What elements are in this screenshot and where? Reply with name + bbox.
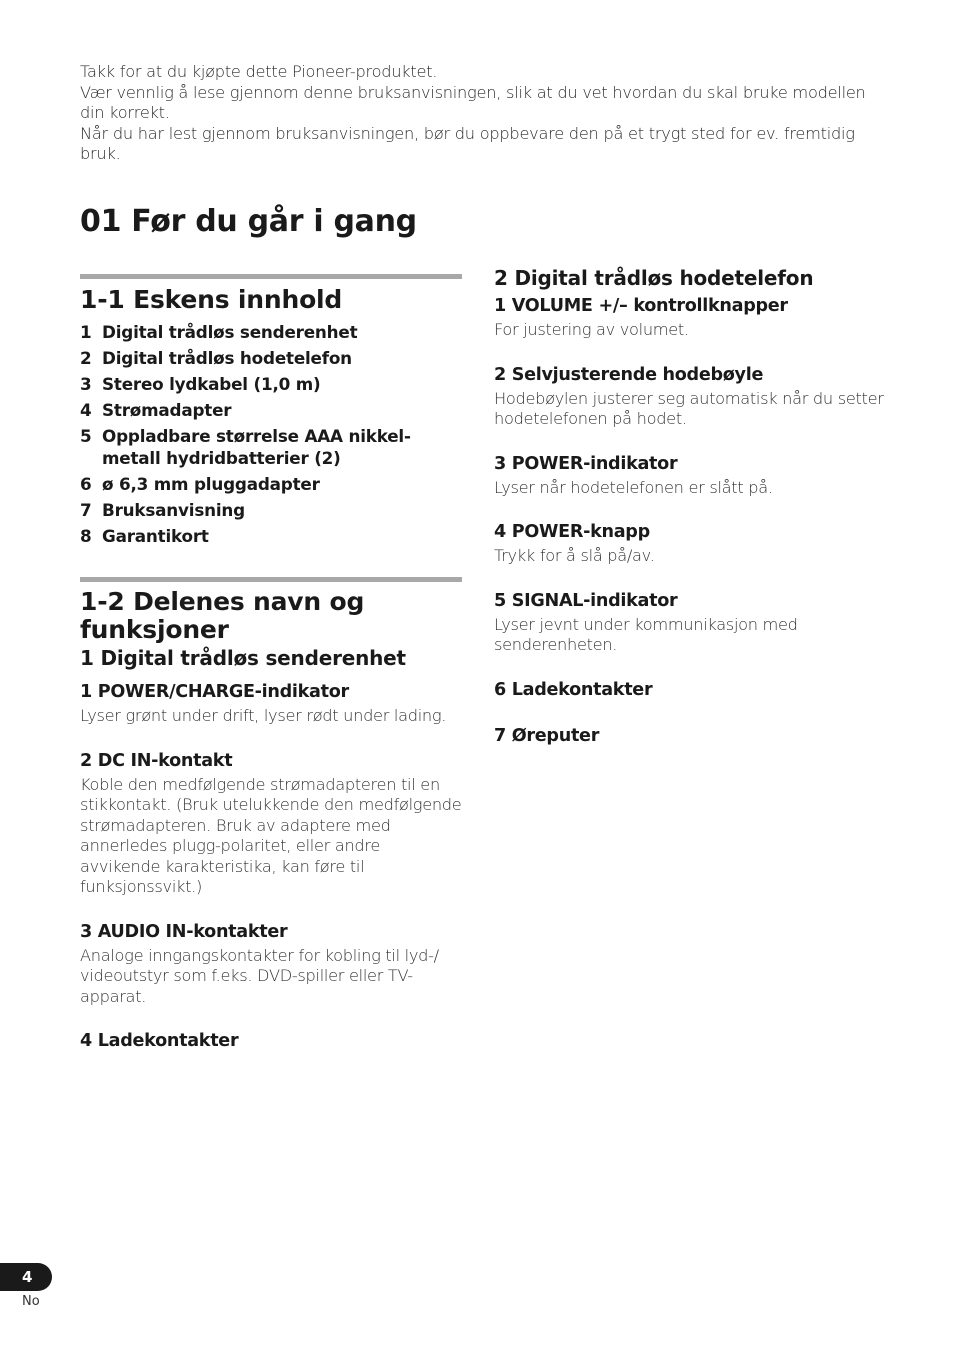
left-column [80, 274, 464, 1053]
part-entry: 1 VOLUME +/– kontrollknapper For justering av volumet. [494, 296, 788, 339]
part-entry: 4 POWER-knapp Trykk for å slå på/av. [494, 522, 655, 565]
part-entry: 5 SIGNAL-indikator Lyser jevnt under kommunikasjon med senderenheten. [494, 590, 798, 654]
list-item: 1 Digital trådløs senderenhet [80, 322, 358, 342]
part-entry: 4 Ladekontakter [80, 1031, 239, 1051]
intro-text [80, 62, 880, 165]
part-entry: 7 Øreputer [494, 725, 600, 746]
language-code: No [22, 1294, 40, 1309]
part-entry: 3 AUDIO IN-kontakter Analoge inngangskontakter for kobling til lyd-/ videoutstyr som f.eks. DVD-spiller eller TV-apparat. [80, 921, 439, 1006]
page-number: 4 [0, 1263, 52, 1291]
section-title-contents: 1-1 Eskens innhold [80, 285, 343, 314]
intro-line: Når du har lest gjennom bruksanvisningen, bør du oppbevare den på et trygt sted for ev. fremtidig bruk. [80, 123, 855, 163]
part-entry: 1 POWER/CHARGE-indikator Lyser grønt under drift, lyser rødt under lading. [80, 682, 447, 725]
section-divider [80, 577, 462, 582]
list-item: 2 Digital trådløs hodetelefon [80, 348, 352, 368]
list-item: 3 Stereo lydkabel (1,0 m) [80, 374, 321, 394]
headphone-title: 2 Digital trådløs hodetelefon [494, 266, 814, 290]
list-item: 6 ø 6,3 mm pluggadapter [80, 474, 320, 494]
list-item: 8 Garantikort [80, 526, 209, 546]
chapter-title: 01 Før du går i gang [80, 204, 417, 239]
section-title-parts: 1-2 Delenes navn og funksjoner [80, 587, 365, 644]
section-divider [80, 274, 462, 279]
part-entry: 2 Selvjusterende hodebøyle Hodebøylen justerer seg automatisk når du setter hodetelefonen på hodet. [494, 364, 884, 428]
intro-line: Vær vennlig å lese gjennom denne bruksanvisningen, slik at du vet hvordan du skal bruke modellen din korrekt. [80, 82, 866, 122]
part-entry: 2 DC IN-kontakt Koble den medfølgende strømadapteren til en stikkontakt. (Bruk utelukkende den medfølgende strømadapteren. Bruk av adaptere med annerledes plugg-polaritet, eller andre avvikende karakteristika, kan føre til funksjonssvikt.) [80, 750, 462, 896]
part-entry: 3 POWER-indikator Lyser når hodetelefonen er slått på. [494, 453, 773, 497]
list-item: 5 Oppladbare størrelse AAA nikkel-metall hydridbatterier (2) [80, 426, 411, 468]
right-column [494, 264, 894, 748]
list-item: 4 Strømadapter [80, 400, 232, 420]
parts-section [80, 577, 464, 1053]
intro-line: Takk for at du kjøpte dette Pioneer-produktet. [80, 62, 438, 81]
part-entry: 6 Ladekontakter [494, 679, 653, 700]
contents-list [80, 321, 464, 547]
transmitter-title: 1 Digital trådløs senderenhet [80, 646, 406, 670]
list-item: 7 Bruksanvisning [80, 500, 245, 520]
